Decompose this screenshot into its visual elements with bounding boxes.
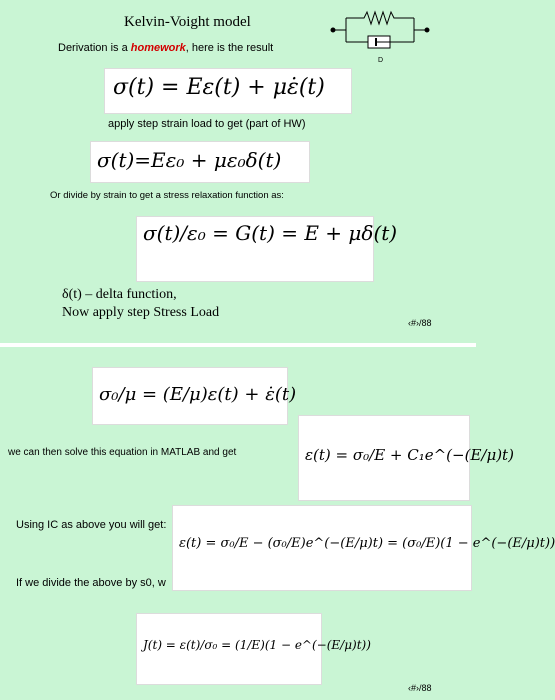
page-number-2: ‹#›/88	[408, 683, 432, 693]
equation-7	[136, 613, 371, 685]
delta-definition: δ(t) – delta function,	[62, 287, 177, 302]
step-strain-text: apply step strain load to get (part of HW)	[108, 118, 306, 130]
equation-2	[90, 141, 310, 183]
equation-7-text: J(t) = ε(t)/σ₀ = (1/E)(1 − e^(−(E/μ)t))	[143, 638, 371, 652]
page-number-1: ‹#›/88	[408, 318, 432, 328]
equation-3-text: σ(t)/ε₀ = G(t) = E + μδ(t)	[143, 221, 398, 245]
divide-text: Or divide by strain to get a stress relaxation function as:	[50, 190, 284, 201]
equation-1-text: σ(t) = Eε(t) + με̇(t)	[113, 75, 325, 100]
derivation-prefix: Derivation is a	[58, 42, 131, 54]
equation-4-text: σ₀/μ = (E/μ)ε(t) + ε̇(t)	[99, 384, 297, 405]
equation-6	[172, 505, 555, 591]
step-stress-text: Now apply step Stress Load	[62, 305, 220, 320]
equation-3	[136, 216, 398, 282]
equation-2-text: σ(t)=Eε₀ + με₀δ(t)	[97, 148, 282, 172]
derivation-suffix: , here is the result	[185, 42, 274, 54]
divide-s0-text: If we divide the above by s0, w	[16, 577, 166, 589]
slide-title: Kelvin-Voight model	[124, 14, 251, 30]
equation-5-text: ε(t) = σ₀/E + C₁e^(−(E/μ)t)	[305, 446, 514, 464]
ic-text: Using IC as above you will get:	[16, 519, 167, 531]
equation-6-text: ε(t) = σ₀/E − (σ₀/E)e^(−(E/μ)t) = (σ₀/E)(1 − e^(−(E/μ)t))	[179, 536, 555, 551]
slide-2	[0, 347, 555, 700]
equation-1	[104, 68, 352, 114]
diagram-label-d: D	[378, 57, 384, 64]
equation-4	[92, 367, 297, 425]
slide-1	[0, 0, 476, 343]
derivation-line	[58, 42, 273, 54]
matlab-text: we can then solve this equation in MATLAB and get	[8, 447, 237, 458]
kelvin-voigt-diagram	[330, 6, 430, 66]
equation-5	[298, 415, 514, 501]
homework-text: homework	[130, 42, 186, 54]
